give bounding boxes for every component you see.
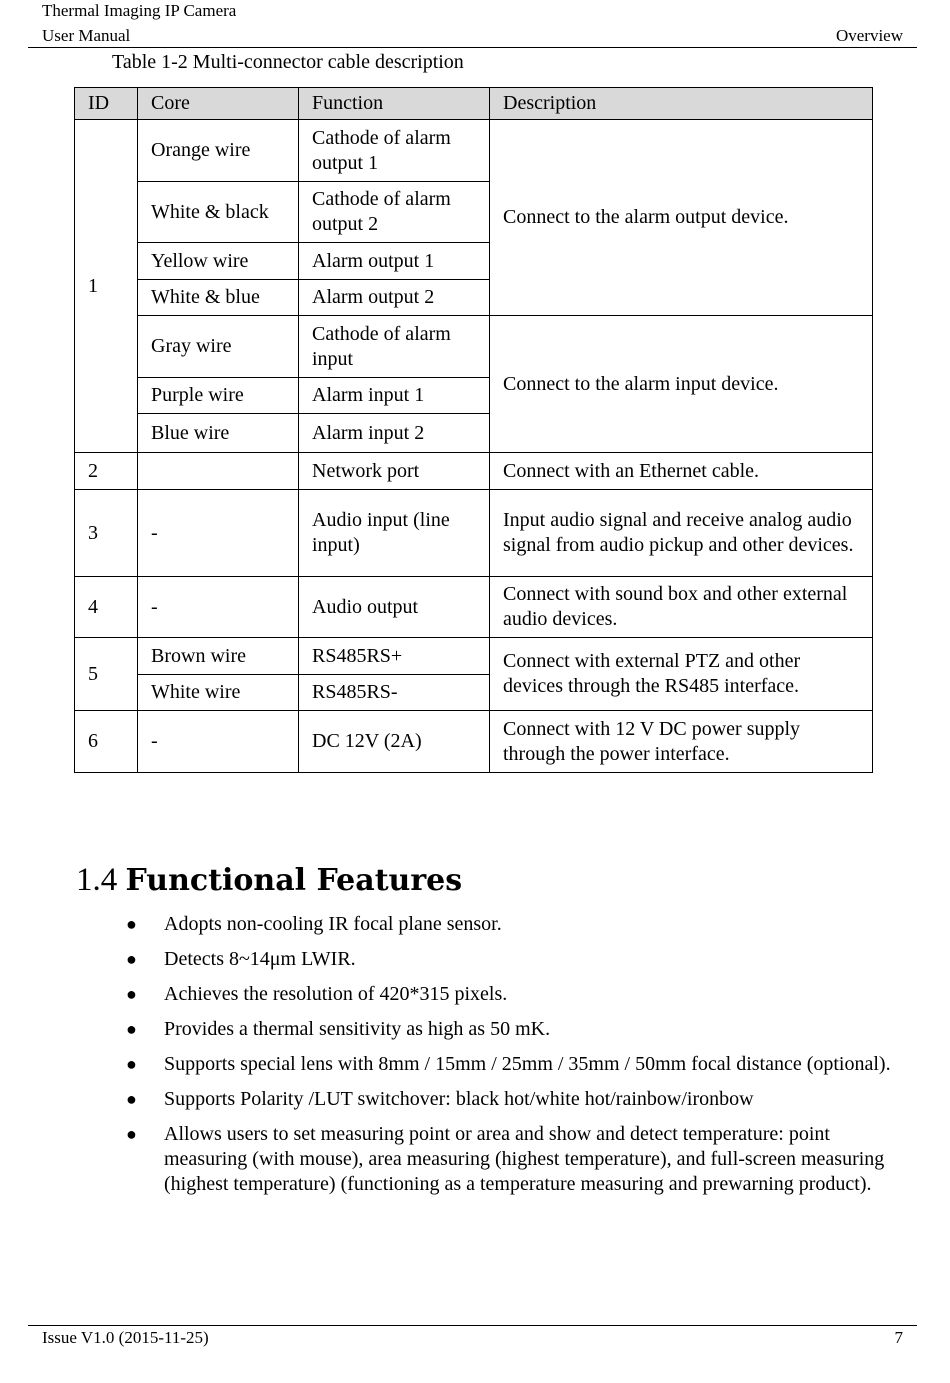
- list-item: [126, 1017, 904, 1042]
- cell-core: Orange wire: [138, 120, 299, 182]
- list-item: [126, 1122, 904, 1197]
- table-row: [75, 711, 873, 773]
- column-header-function: Function: [299, 88, 490, 120]
- feature-text: Detects 8~14μm LWIR.: [164, 948, 356, 970]
- cell-id: 4: [75, 577, 138, 638]
- cell-function: Audio input (line input): [299, 490, 490, 577]
- table-row: [75, 638, 873, 675]
- cell-id: 1: [75, 120, 138, 453]
- section-number: 1.4: [76, 862, 118, 898]
- cell-description: Connect with external PTZ and other devices through the RS485 interface.: [490, 638, 873, 711]
- column-header-description: Description: [490, 88, 873, 120]
- cell-id: 2: [75, 453, 138, 490]
- table-row: [75, 316, 873, 378]
- cell-core: Blue wire: [138, 414, 299, 453]
- cell-description: Connect to the alarm output device.: [490, 120, 873, 316]
- table-row: [75, 120, 873, 182]
- feature-text: Provides a thermal sensitivity as high as 50 mK.: [164, 1018, 551, 1040]
- cell-function: Cathode of alarm output 1: [299, 120, 490, 182]
- cell-function: RS485RS-: [299, 675, 490, 711]
- list-item: [126, 947, 904, 972]
- cell-function: Alarm output 2: [299, 280, 490, 316]
- cell-description: Connect with 12 V DC power supply through the power interface.: [490, 711, 873, 773]
- column-header-core: Core: [138, 88, 299, 120]
- table-row: [75, 490, 873, 577]
- cell-function: Cathode of alarm output 2: [299, 182, 490, 243]
- header-doc-subtitle: User Manual: [42, 26, 131, 45]
- cell-function: Alarm output 1: [299, 243, 490, 280]
- cell-id: 5: [75, 638, 138, 711]
- cell-id: 3: [75, 490, 138, 577]
- cell-function: Cathode of alarm input: [299, 316, 490, 378]
- cell-core: -: [138, 490, 299, 577]
- cell-core: Purple wire: [138, 378, 299, 414]
- list-item: [126, 912, 904, 937]
- cell-core: White & black: [138, 182, 299, 243]
- bullet-icon: ●: [126, 1124, 137, 1144]
- list-item: [126, 1052, 904, 1077]
- cell-core: White & blue: [138, 280, 299, 316]
- cell-function: Network port: [299, 453, 490, 490]
- cell-function: DC 12V (2A): [299, 711, 490, 773]
- bullet-icon: ●: [126, 984, 137, 1004]
- cell-description: Connect with an Ethernet cable.: [490, 453, 873, 490]
- table-caption: Table 1-2 Multi-connector cable description: [112, 51, 464, 73]
- cell-description: Connect with sound box and other external audio devices.: [490, 577, 873, 638]
- feature-list: [126, 912, 904, 1207]
- column-header-id: ID: [75, 88, 138, 120]
- feature-text: Achieves the resolution of 420*315 pixels.: [164, 983, 508, 1005]
- cell-function: Alarm input 2: [299, 414, 490, 453]
- cell-core: Brown wire: [138, 638, 299, 675]
- feature-text: Supports special lens with 8mm / 15mm / 25mm / 35mm / 50mm focal distance (optional).: [164, 1053, 891, 1075]
- cell-function: Audio output: [299, 577, 490, 638]
- header-doc-title: Thermal Imaging IP Camera: [42, 1, 237, 20]
- table-row: [75, 577, 873, 638]
- bullet-icon: ●: [126, 1089, 137, 1109]
- section-heading: [76, 862, 462, 899]
- cell-core: White wire: [138, 675, 299, 711]
- footer-issue: Issue V1.0 (2015-11-25): [42, 1328, 209, 1347]
- cell-core: -: [138, 577, 299, 638]
- header-divider: [28, 47, 917, 48]
- cell-core: -: [138, 711, 299, 773]
- cell-core: Gray wire: [138, 316, 299, 378]
- page-number: 7: [894, 1328, 903, 1347]
- cell-id: 6: [75, 711, 138, 773]
- cell-core: Yellow wire: [138, 243, 299, 280]
- cell-function: RS485RS+: [299, 638, 490, 675]
- section-title: Functional Features: [125, 863, 463, 898]
- cable-description-table: [74, 87, 873, 773]
- feature-text: Supports Polarity /LUT switchover: black hot/white hot/rainbow/ironbow: [164, 1088, 754, 1110]
- list-item: [126, 982, 904, 1007]
- list-item: [126, 1087, 904, 1112]
- cell-description: Input audio signal and receive analog audio signal from audio pickup and other devices.: [490, 490, 873, 577]
- bullet-icon: ●: [126, 949, 137, 969]
- cell-core: [138, 453, 299, 490]
- bullet-icon: ●: [126, 914, 137, 934]
- bullet-icon: ●: [126, 1019, 137, 1039]
- table-row: [75, 453, 873, 490]
- cell-description: Connect to the alarm input device.: [490, 316, 873, 453]
- feature-text: Adopts non-cooling IR focal plane sensor.: [164, 913, 502, 935]
- bullet-icon: ●: [126, 1054, 137, 1074]
- table-header-row: [75, 88, 873, 120]
- cell-function: Alarm input 1: [299, 378, 490, 414]
- feature-text: Allows users to set measuring point or area and show and detect temperature: point measuring (with mouse), area measuring (highest temperature), and full-screen measuring (highest temperature) (functioning as a temperature measuring and prewarning product).: [164, 1123, 885, 1195]
- header-section-name: Overview: [835, 26, 903, 45]
- footer-divider: [28, 1325, 917, 1326]
